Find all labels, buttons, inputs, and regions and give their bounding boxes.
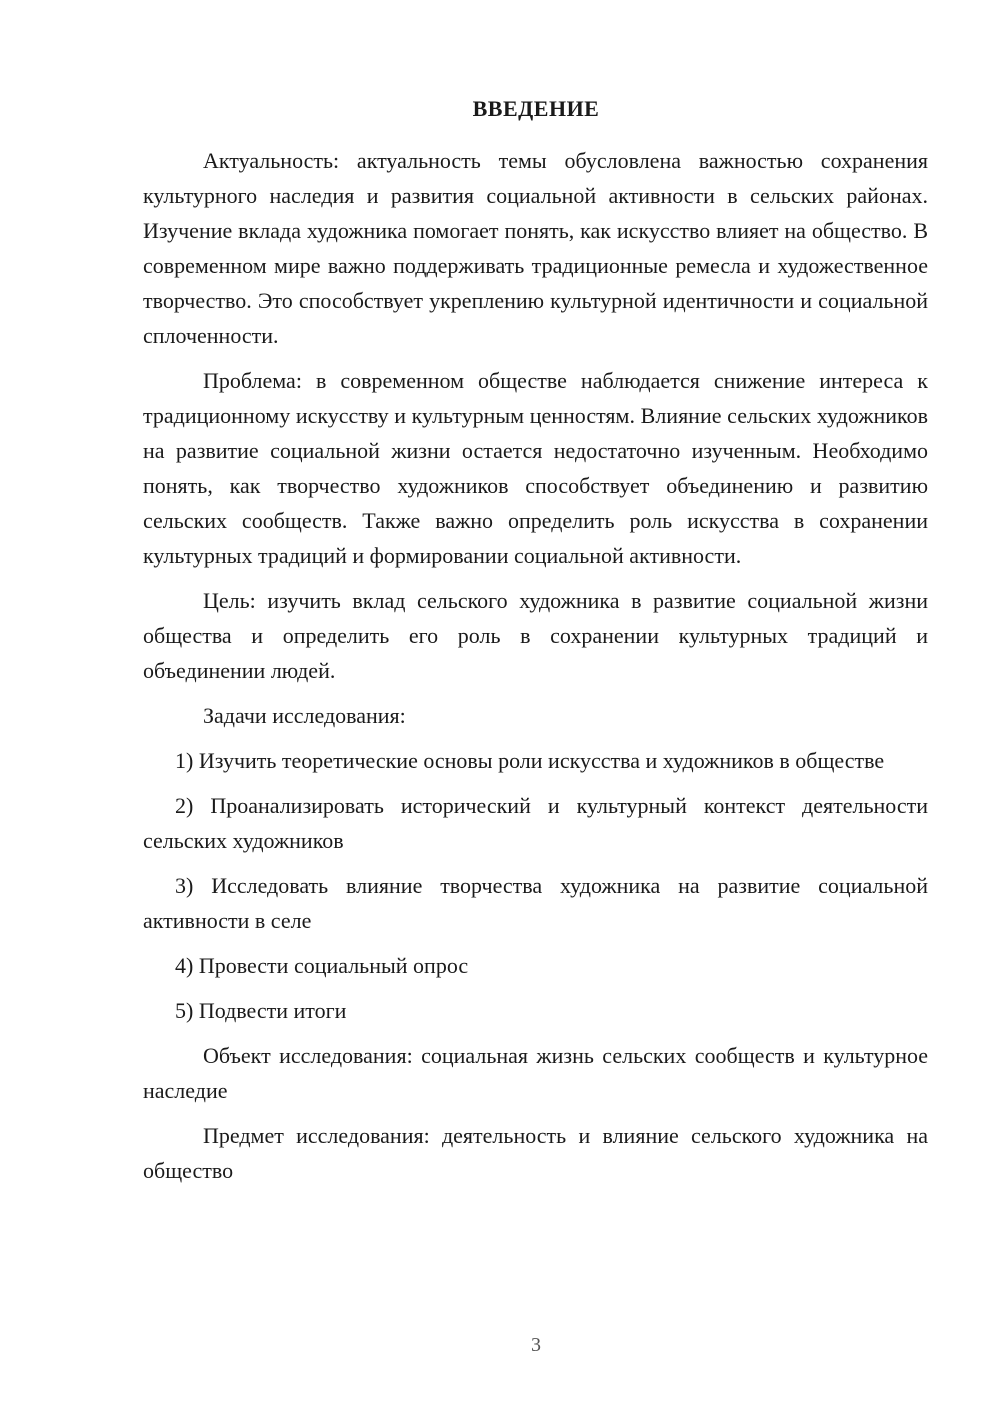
task-item-4: 4) Провести социальный опрос — [175, 953, 469, 978]
object-paragraph: Объект исследования: социальная жизнь сельских сообществ и культурное наследие — [143, 1043, 928, 1103]
document-body — [143, 143, 928, 1198]
subject-paragraph: Предмет исследования: деятельность и влияние сельского художника на общество — [143, 1123, 928, 1183]
task-item-2: 2) Проанализировать исторический и культурный контекст деятельности сельских художников — [143, 793, 928, 853]
task-item-3: 3) Исследовать влияние творчества художника на развитие социальной активности в селе — [143, 873, 928, 933]
task-item-5: 5) Подвести итоги — [175, 998, 347, 1023]
tasks-heading: Задачи исследования: — [203, 703, 406, 728]
goal-paragraph: Цель: изучить вклад сельского художника в развитие социальной жизни общества и определить его роль в сохранении культурных традиций и объединении людей. — [143, 588, 928, 683]
task-item-1: 1) Изучить теоретические основы роли искусства и художников в обществе — [175, 748, 885, 773]
page-title: ВВЕДЕНИЕ — [472, 96, 600, 121]
relevance-paragraph: Актуальность: актуальность темы обусловлена важностью сохранения культурного наследия и развития социальной активности в сельских районах. Изучение вклада художника помогает понять, как искусство влияет на общество. В современном мире важно поддерживать традиционные ремесла и художественное творчество. Это способствует укреплению культурной идентичности и социальной сплоченности. — [143, 148, 928, 348]
page-number: 3 — [531, 1334, 541, 1356]
problem-paragraph: Проблема: в современном обществе наблюдается снижение интереса к традиционному искусству и культурным ценностям. Влияние сельских художников на развитие социальной жизни остается недостаточно изученным. Необходимо понять, как творчество художников способствует объединению и развитию сельских сообществ. Также важно определить роль искусства в сохранении культурных традиций и формировании социальной активности. — [143, 368, 928, 568]
